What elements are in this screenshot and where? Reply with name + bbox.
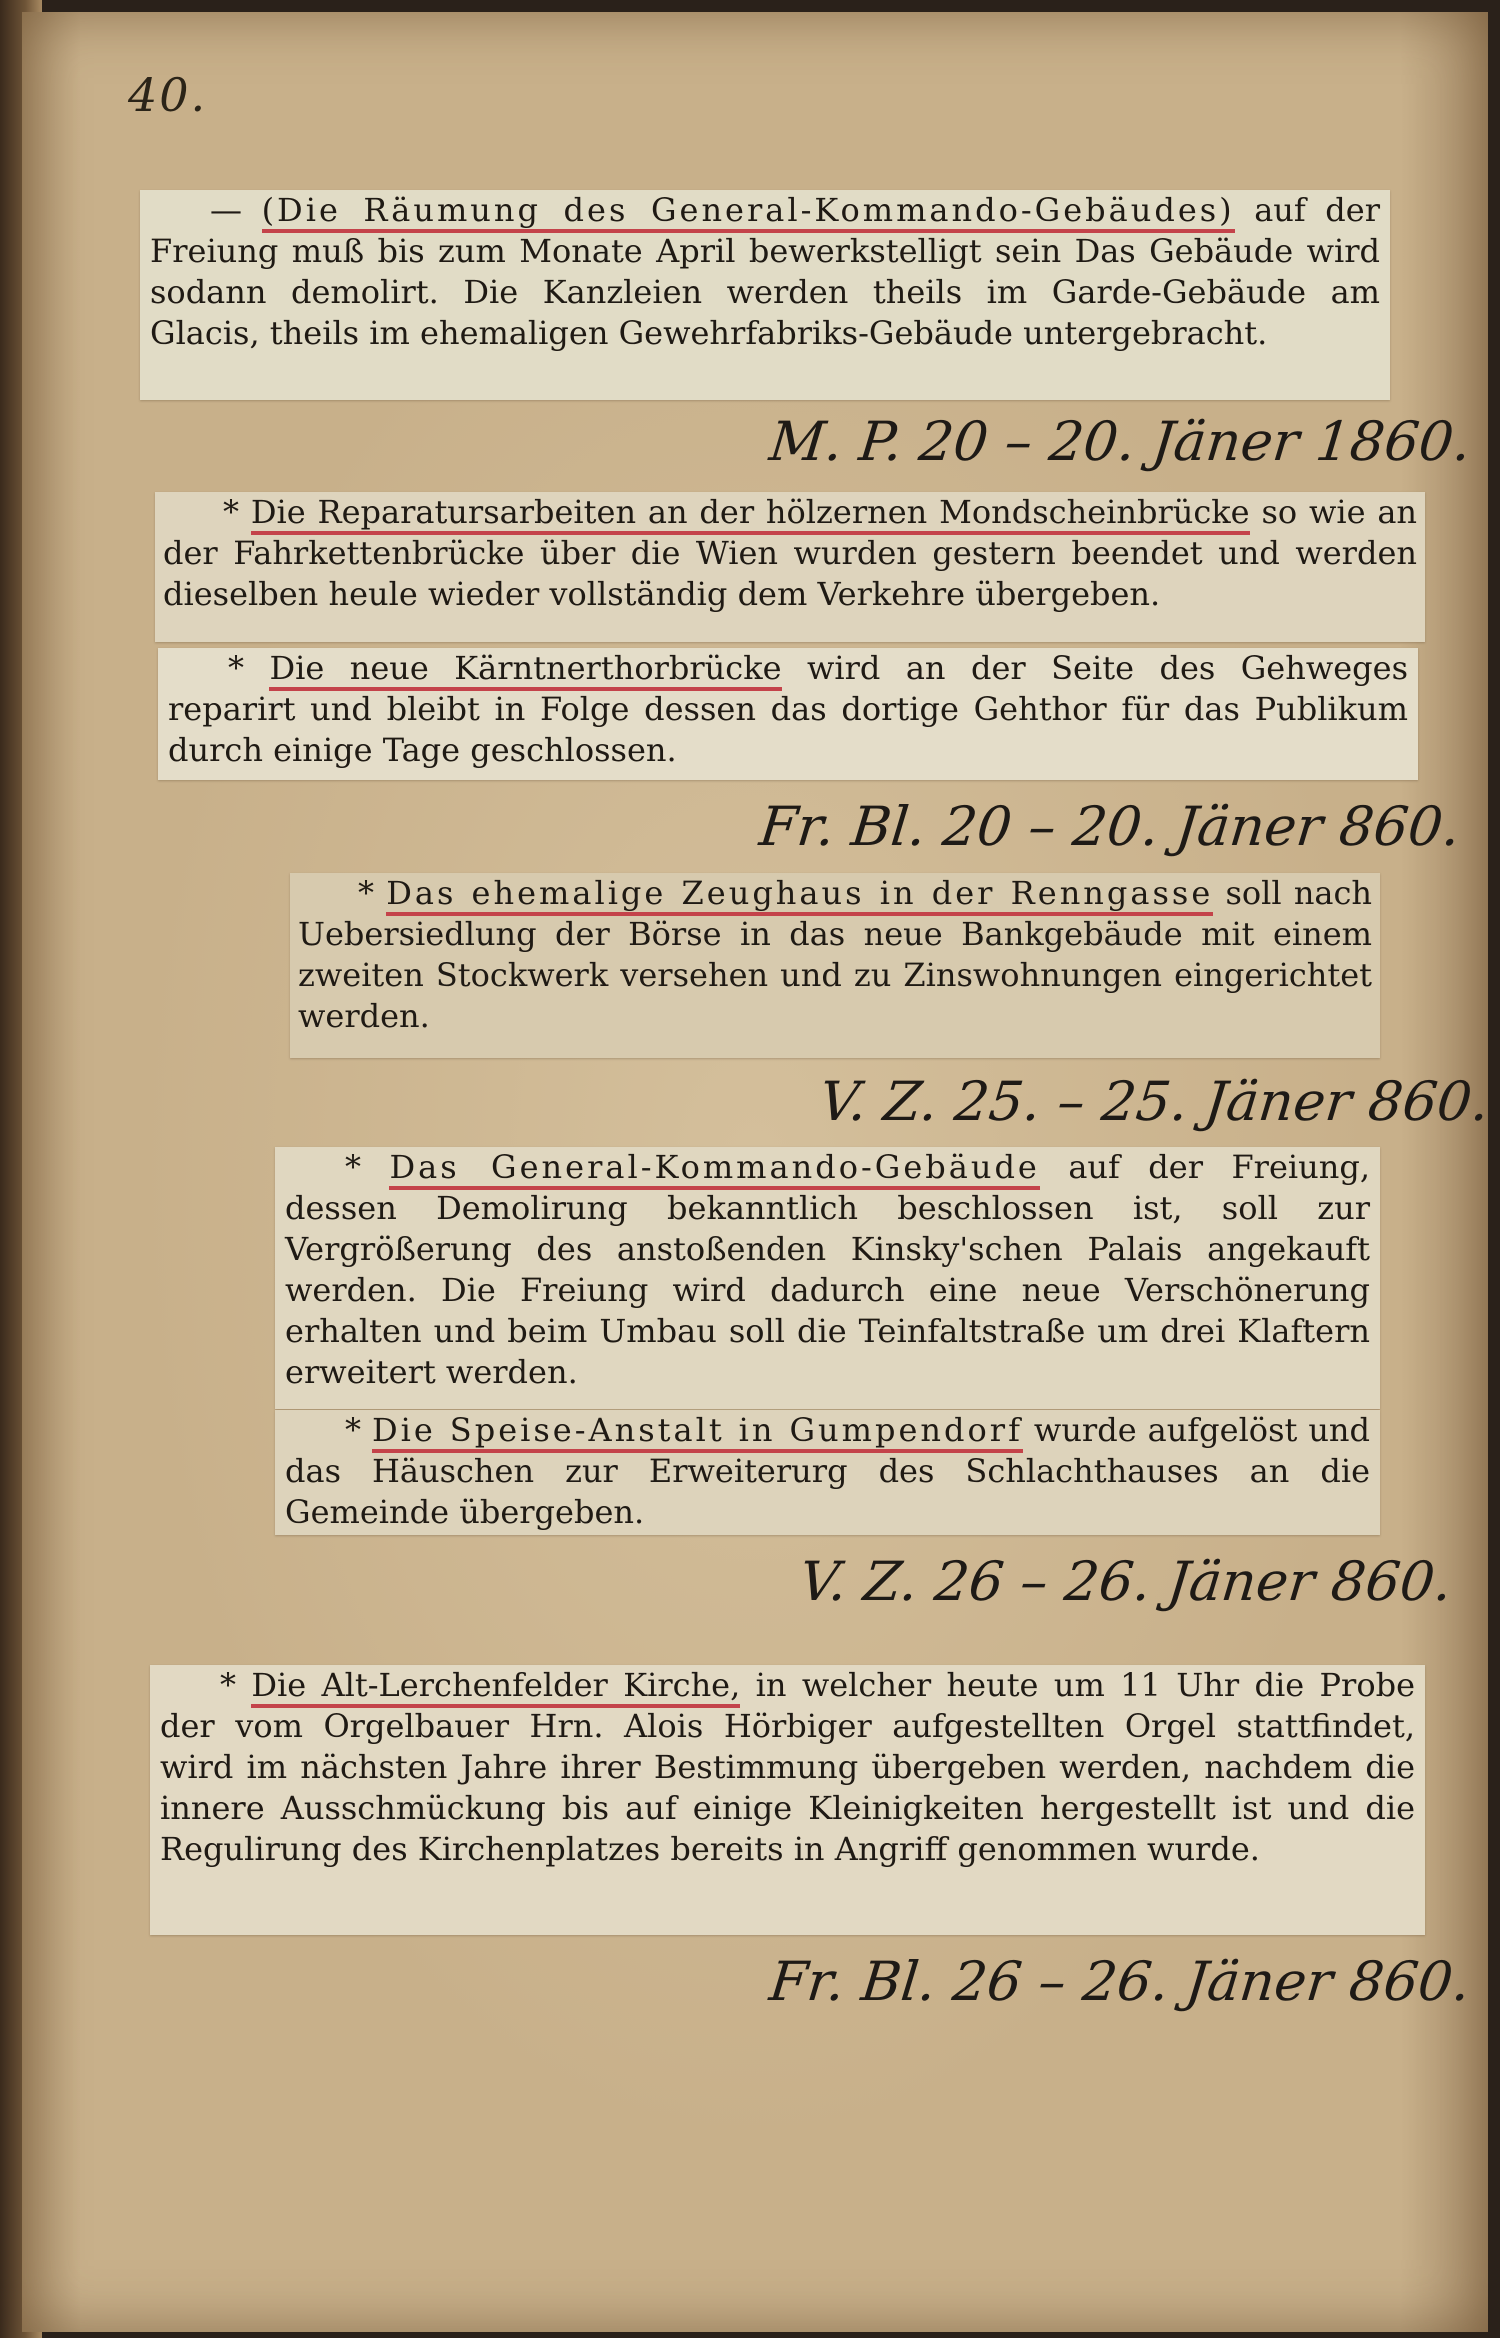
newspaper-clipping-3: [158, 648, 1418, 780]
clipping-text: auf der Freiung, dessen Demolirung bekanntlich beschlossen ist, soll zur Vergrößerung des anstoßenden Kinsky'schen Palais angekauft werden. Die Freiung wird dadurch eine neue Verschönerung erhalten und beim Umbau soll die Teinfaltstraße um drei Klaftern erweitert werden.: [285, 1148, 1371, 1391]
clipping-paragraph: [150, 190, 1380, 354]
clipping-highlight: Die Reparatursarbeiten an der hölzernen Mondscheinbrücke: [251, 493, 1250, 535]
clipping-text: wurde aufgelöst und das Häuschen zur Erweiterurg des Schlachthauses an die Gemeinde übergeben.: [285, 1411, 1371, 1531]
clipping-lead: *: [345, 1148, 390, 1186]
clipping-lead: *: [228, 649, 270, 687]
clipping-highlight: Die neue Kärntnerthorbrücke: [269, 649, 781, 691]
clipping-text: in welcher heute um 11 Uhr die Probe der vom Orgelbauer Hrn. Alois Hörbiger aufgestellten Orgel stattfindet, wird im nächsten Jahre ihrer Bestimmung übergeben werden, nachdem die innere Ausschmückung bis auf einige Kleinigkeiten hergestellt ist und die Regulirung des Kirchenplatzes bereits in Angriff genommen wurde.: [160, 1666, 1416, 1868]
clipping-text: wird an der Seite des Gehweges reparirt und bleibt in Folge dessen das dortige Gehthor für das Publikum durch einige Tage geschlossen.: [168, 649, 1409, 769]
handwritten-source-note-5: Fr. Bl. 26 – 26. Jäner 860.: [766, 1950, 1474, 2013]
handwritten-source-note-3: V. Z. 25. – 25. Jäner 860.: [816, 1070, 1493, 1133]
clipping-text: soll nach Uebersiedlung der Börse in das neue Bankgebäude mit einem zweiten Stockwerk versehen und zu Zinswohnungen eingerichtet werden.: [298, 874, 1373, 1035]
clipping-highlight: Die Alt-Lerchenfelder Kirche,: [251, 1666, 740, 1708]
page-number: 40.: [128, 68, 208, 122]
clipping-paragraph: [163, 492, 1417, 615]
clipping-lead: —: [210, 191, 262, 229]
clipping-lead: *: [358, 874, 387, 912]
clipping-highlight: Das ehemalige Zeughaus in der Renngasse: [386, 874, 1213, 916]
clipping-paragraph: [285, 1147, 1370, 1393]
clipping-paragraph: [298, 873, 1372, 1037]
clipping-lead: *: [220, 1666, 252, 1704]
newspaper-clipping-5: [275, 1147, 1380, 1409]
clipping-paragraph: [160, 1665, 1415, 1870]
clipping-lead: *: [223, 493, 251, 531]
clipping-text: auf der Freiung muß bis zum Monate April bewerkstelligt sein Das Gebäude wird sodann demolirt. Die Kanzleien werden theils im Garde-Gebäude am Glacis, theils im ehemaligen Gewehrfabriks-Gebäude untergebracht.: [150, 191, 1381, 352]
handwritten-source-note-4: V. Z. 26 – 26. Jäner 860.: [796, 1550, 1455, 1613]
clipping-paragraph: [285, 1410, 1370, 1533]
clipping-highlight: Die Speise-Anstalt in Gumpendorf: [372, 1411, 1023, 1453]
clipping-text: so wie an der Fahrkettenbrücke über die Wien wurden gestern beendet und werden dieselben heule wieder vollständig dem Verkehre übergeben.: [163, 493, 1418, 613]
clipping-lead: *: [345, 1411, 372, 1449]
newspaper-clipping-6: [275, 1410, 1380, 1535]
newspaper-clipping-2: [155, 492, 1425, 642]
clipping-highlight: Das General-Kommando-Gebäude: [389, 1148, 1039, 1190]
clipping-highlight: (Die Räumung des General-Kommando-Gebäudes): [262, 191, 1235, 233]
clipping-paragraph: [168, 648, 1408, 771]
handwritten-source-note-1: M. P. 20 – 20. Jäner 1860.: [766, 410, 1474, 473]
newspaper-clipping-4: [290, 873, 1380, 1058]
newspaper-clipping-7: [150, 1665, 1425, 1935]
newspaper-clipping-1: [140, 190, 1390, 400]
handwritten-source-note-2: Fr. Bl. 20 – 20. Jäner 860.: [756, 795, 1464, 858]
